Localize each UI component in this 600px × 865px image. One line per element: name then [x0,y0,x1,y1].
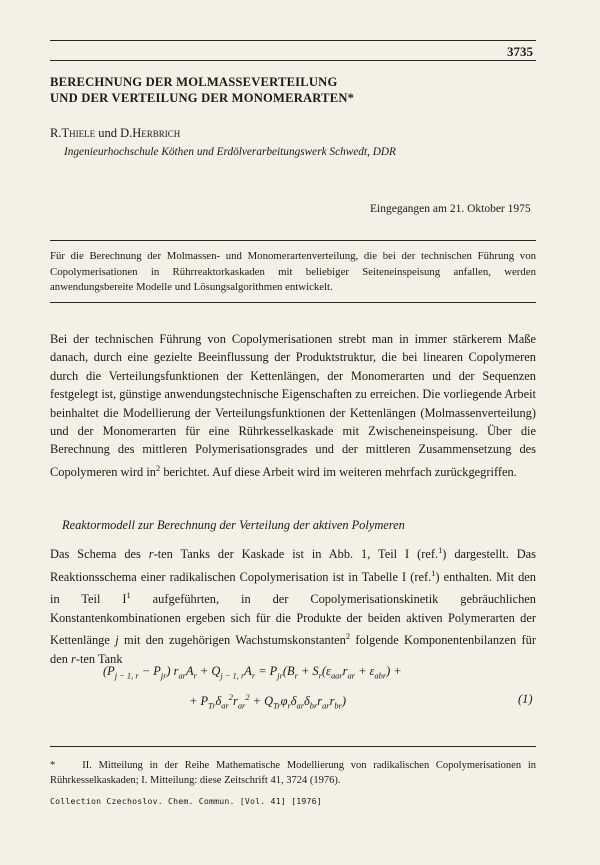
section-heading: Reaktormodell zur Berechnung der Verteilung der aktiven Polymeren [62,518,405,532]
author2-initial: D. [120,126,133,140]
intro-paragraph [50,330,536,481]
header-rule-lower [50,60,536,61]
equation-line-2: + $P_{Tr}\delta_{ar}^2r_{ar}^2 + Q_{Tr}\varphi_r\delta_{ar}\delta_{br}r_{ar}r_{br}$) [189,692,347,711]
affiliation: Ingenieurhochschule Köthen und Erdölverarbeitungswerk Schwedt, DDR [64,146,396,158]
intro-text: Bei der technischen Führung von Copolymerisationen strebt man in immer stärkerem Maße danach, durch eine gezielte Beeinflussung der Produktstruktur, die bei linearen Copolymeren durch die Verteilungsfunktionen der Kettenlängen, der Monomerarten und der Sequenzen festgelegt ist, günstige anwendungstechnische Eigenschaften zu erreichen. Die vorliegende Arbeit beinhaltet die Modellierung der Verteilungsfunktionen der Kettenlängen (Molmassenverteilung) und der Monomerarten für eine Rührkesselkaskade mit Zwischeneinspeisung. Über die Berechnung des mittleren Polymerisationsgrades und der mittleren Zusammensetzung des Copolymeren wird in [50,332,536,479]
abstract-rule-bottom [50,302,536,303]
author1-name: Thiele [61,126,96,140]
title-line-1: BERECHNUNG DER MOLMASSEVERTEILUNG [50,75,338,89]
footnote [50,758,536,788]
intro-ref: 2 [156,462,161,473]
authors [50,126,180,141]
authors-and: und [98,126,117,140]
journal-citation: Collection Czechoslov. Chem. Commun. [Vol. 41] [1976] [50,796,322,806]
header-rule [50,40,536,41]
author1-initial: R. [50,126,62,140]
footnote-rule [50,746,536,747]
intro-text-end: berichtet. Auf diese Arbeit wird im weiteren mehrfach zurückgegriffen. [160,464,517,479]
footnote-mark: * [50,760,56,771]
title-line-2: UND DER VERTEILUNG DER MONOMERARTEN* [50,91,355,105]
equation-number: (1) [518,692,533,706]
model-paragraph: Das Schema des r-ten Tanks der Kaskade ist in Abb. 1, Teil I (ref.$^1$) dargestellt. Das Reaktionsschema einer radikalischen Copolymerisation ist in Tabelle I (ref.$^1$) enthalten. Mit den in Teil $I^1$ aufgeführten, in der Copolymerisationskinetik gebräuchlichen Konstantenkombinationen ergeben sich für die Produkte der beiden aktiven Polymerarten der Kettenlänge j mit den zugehörigen Wachstumskonstanten$^2$ folgende Komponentenbilanzen für den r-ten Tank [50,545,536,666]
received-date: Eingegangen am 21. Oktober 1975 [370,203,531,215]
footnote-text: II. Mitteilung in der Reihe Mathematische Modellierung von radikalischen Copolymerisationen in Rührkesselkaskaden; I. Mitteilung: diese Zeitschrift 41, 3724 (1976). [50,760,536,786]
author2-name: Herbrich [132,126,181,140]
article-title [50,74,354,106]
equation-line-1: $(P_{j - 1, r} - P_{jr}) r_{ar}A_r + Q_{j - 1, r}A_r = P_{jr}(B_r + S_r(\varepsilon_{aar}r_{ar} + \varepsilon_{abr})$ + [103,664,402,681]
abstract: Für die Berechnung der Molmassen- und Monomerartenverteilung, die bei der technischen Führung von Copolymerisationen in Rührreaktorkaskaden mit beliebiger Seiteneinspeisung anfallen, werden anwendungsbereite Modelle und Lösungsalgorithmen entwickelt. [50,250,536,294]
abstract-rule-top [50,240,536,241]
page-number: 3735 [507,44,533,59]
